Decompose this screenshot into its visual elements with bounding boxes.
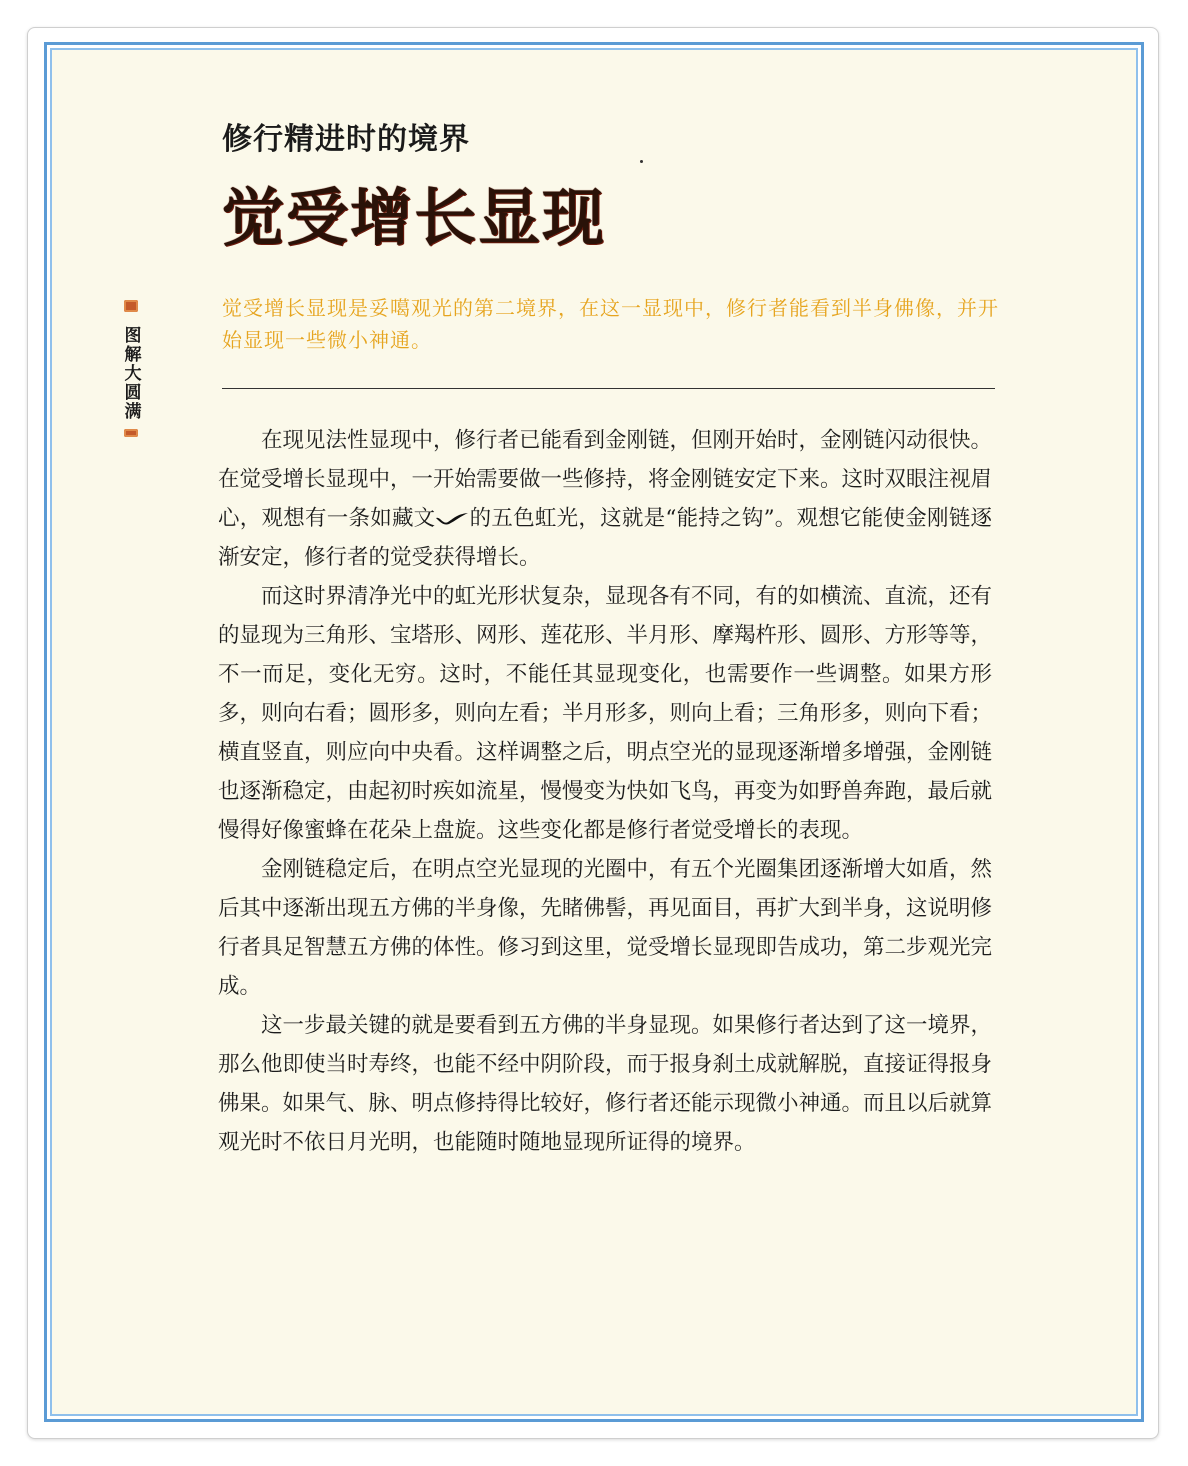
divider [222, 388, 995, 389]
lead-paragraph: 觉受增长显现是妥噶观光的第二境界，在这一显现中，修行者能看到半身佛像，并开始显现一些微小神通。 [222, 296, 999, 352]
body-text [218, 421, 992, 1162]
seal-icon [124, 300, 138, 312]
paragraph: 这一步最关键的就是要看到五方佛的半身显现。如果修行者达到了这一境界，那么他即使当时寿终，也能不经中阴阶段，而于报身刹土成就解脱，直接证得报身佛果。如果气、脉、明点修持得比较好，修行者还能示现微小神通。而且以后就算观光时不依日月光明，也能随时随地显现所证得的境界。 [218, 1013, 993, 1155]
section-subtitle: 修行精进时的境界 [222, 122, 470, 157]
ink-dot [640, 160, 643, 163]
paragraph [218, 421, 992, 577]
book-title-vertical: 图解大圆满 [120, 326, 141, 421]
paragraph-text: 在现见法性显现中，修行者已能看到金刚链，但刚开始时，金刚链闪动很快。在觉受增长显现中，一开始需要做一些修持，将金刚链安定下来。这时双眼注视眉心，观想有一条如藏文 [218, 428, 993, 531]
paragraph: 而这时界清净光中的虹光形状复杂，显现各有不同，有的如横流、直流，还有的显现为三角形、宝塔形、网形、莲花形、半月形、摩羯杵形、圆形、方形等等，不一而足，变化无穷。这时，不能任其显现变化，也需要作一些调整。如果方形多，则向右看；圆形多，则向左看；半月形多，则向上看；三角形多，则向下看；横直竖直，则应向中央看。这样调整之后，明点空光的显现逐渐增多增强，金刚链也逐渐稳定，由起初时疾如流星，慢慢变为快如飞鸟，再变为如野兽奔跑，最后就慢得好像蜜蜂在花朵上盘旋。这些变化都是修行者觉受增长的表现。 [218, 584, 993, 843]
side-label [118, 300, 144, 437]
seal-icon [124, 429, 138, 437]
paragraph-text: 的五色虹光，这就是“能持之钩”。观想它能使金刚链逐渐安定，修行者的觉受获得增长。 [218, 506, 992, 570]
page-title: 觉受增长显现 [222, 181, 607, 254]
paragraph: 金刚链稳定后，在明点空光显现的光圈中，有五个光圈集团逐渐增大如盾，然后其中逐渐出现五方佛的半身像，先睹佛髻，再见面目，再扩大到半身，这说明修行者具足智慧五方佛的体性。修习到这里，觉受增长显现即告成功，第二步观光完成。 [218, 857, 993, 999]
tibetan-letter-icon [435, 512, 469, 526]
